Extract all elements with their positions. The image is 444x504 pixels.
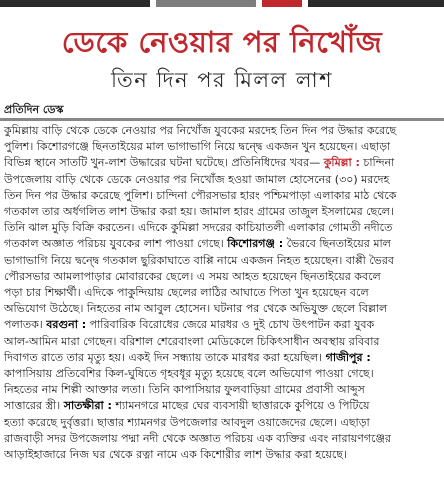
location-label: কুমিল্লা :: [323, 156, 360, 170]
body-text-run: আল-আমিন মারা গেছেন। বরিশাল শেরেবাংলা মেডিকেলে চিকিৎসাধীন অবস্থায় রবিবার: [4, 334, 380, 348]
body-text-run: নিহতের নাম শিল্পী আক্তার লতা। তিনি কাপাসিয়ার ফুলবাড়িয়া গ্রামের প্রবাসী আব্দুস: [4, 383, 365, 397]
body-text-run: বিভিন্ন স্থানে সাতটি খুন-লাশ উদ্ধারের ঘটনা ঘটেছে। প্রতিনিধিদের খবর—: [4, 156, 324, 170]
body-line: [4, 220, 440, 236]
article-body: [4, 123, 440, 501]
body-text-run: তিন দিন পর উদ্ধার করেছে পুলিশ। চান্দিনা পৌরসভার হারং পশ্চিমপাড়া এলাকার মাঠ থেকে: [4, 188, 397, 202]
body-line: [4, 398, 440, 414]
article-byline: প্রতিদিন ডেস্ক: [4, 103, 64, 116]
location-label: কিশোরগঞ্জ :: [227, 237, 284, 251]
body-text-run: হত্যা করেছে দুর্বৃত্তরা। ছাত্তার শ্যামনগর উপজেলার আবদুল ওয়াজেদের ছেলে। এছাড়া: [4, 415, 370, 429]
body-text-run: কাপাসিয়ায় প্রতিবেশির কিল-ঘুষিতে গৃহবধূর মৃত্যু হয়েছে বলে অভিযোগ পাওয়া গেছে।: [4, 367, 374, 381]
body-line: [4, 172, 440, 188]
body-text-run: দিবাগত রাতে তার মৃত্যু হয়। একই দিন সন্ধ্যায় তাকে মারধর করা হয়েছিল।: [4, 350, 326, 364]
body-text-run: পড়া চার শিক্ষার্থী। এদিকে পাকুন্দিয়ায় ছেলের লাঠির আঘাতে পিতা খুন হয়েছেন বলে: [4, 286, 369, 300]
article-headline: ডেকে নেওয়ার পর নিখোঁজ: [61, 25, 383, 59]
body-line: [4, 301, 440, 317]
body-text-run: শ্যামনগরে মাছের ঘের ব্যবসায়ী ছাত্তারকে কুপিয়ে ও পিটিয়ে: [111, 399, 370, 413]
body-text-run: ভাগাভাগি নিয়ে দ্বন্দ্বে গতকাল ছুরিকাঘাতে বাপ্পি নামে একজন নিহত হয়েছেন। বাপ্পী ভৈরব: [4, 253, 395, 267]
body-line: [4, 334, 440, 350]
body-line: [4, 253, 440, 269]
body-line: [4, 139, 440, 155]
body-line: [4, 204, 440, 220]
body-line: [4, 431, 440, 447]
body-text-run: পারিবারিক বিরোধের জেরে মারধর ও দুই চোখ উৎপাটন করা যুবক: [86, 318, 375, 332]
body-text-run: পৌরসভার আমলাপাড়ার মোবারকের ছেলে। এ সময় আহত হয়েছেন ছিনতাইয়ের কবলে: [4, 269, 381, 283]
body-line: [4, 269, 440, 285]
body-text-run: আড়াইহাজারে নিজ ঘর থেকে রত্না নামে এক কিশোরীর লাশ উদ্ধার করা হয়েছে।: [4, 448, 347, 462]
body-line: [4, 236, 440, 252]
body-text-run: অভিযোগ উঠেছে। নিহতের নাম আবুল হোসেন। ঘটনার পর থেকে অভিযুক্ত ছেলে বিল্লাল: [4, 302, 388, 316]
body-text-run: গতকাল অজ্ঞাত পরিচয় যুবকের লাশ পাওয়া গেছে।: [4, 237, 228, 251]
body-text-run: উপজেলায় বাড়ি থেকে ডেকে নেওয়ার পর নিখোঁজ হওয়া জামাল হোসেনের (৩০) মরদেহ: [4, 172, 390, 186]
byline-divider: [0, 118, 444, 121]
top-bar-segment: [308, 0, 444, 7]
body-text-run: ভৈরবে ছিনতাইয়ের মাল: [283, 237, 391, 251]
top-bar-segment: [156, 0, 256, 7]
location-label: সাতক্ষীরা :: [63, 399, 112, 413]
body-text-run: রাজবাড়ী সদর উপজেলায় পদ্মা নদী থেকে অজ্ঞাত পরিচয় এক ব্যক্তির এবং নারায়ণগঞ্জের: [4, 431, 391, 445]
body-line: [4, 317, 440, 333]
body-line: [4, 382, 440, 398]
body-text-run: কুমিল্লায় বাড়ি থেকে ডেকে নেওয়ার পর নিখোঁজ যুবকের মরদেহ তিন দিন পর উদ্ধার করেছে: [4, 124, 397, 137]
body-text-run: সাত্তারের স্ত্রী।: [4, 399, 64, 413]
body-text-run: পলাতক।: [4, 318, 47, 332]
article-subheadline: তিন দিন পর মিলল লাশ: [110, 68, 333, 92]
body-line: [4, 415, 440, 431]
top-color-bar: [0, 0, 444, 7]
body-text-run: গতকাল তার অর্ধগলিত লাশ উদ্ধার করা হয়। জামাল হারং গ্রামের তাজুল ইসলামের ছেলে।: [4, 205, 394, 219]
body-text-run: তিনি ঝাল মুড়ি বিক্রি করতেন। এদিকে কুমিল্লা সদরের কাচিয়াতলী এলাকার গোমতী নদীতে: [4, 221, 393, 235]
top-bar-segment: [0, 0, 150, 7]
location-label: বরগুনা :: [46, 318, 87, 332]
body-line: [4, 366, 440, 382]
top-bar-segment: [262, 0, 302, 7]
body-line: [4, 350, 440, 366]
body-line: [4, 155, 440, 171]
location-label: গাজীপুর :: [325, 350, 371, 364]
body-line: [4, 447, 440, 463]
body-text-run: পুলিশ। কিশোরগঞ্জে ছিনতাইয়ের মাল ভাগাভাগি নিয়ে দ্বন্দ্বে একজন খুন হয়েছেন। এছাড়া: [4, 140, 391, 154]
body-line: [4, 285, 440, 301]
body-text-run: চান্দিনা: [359, 156, 395, 170]
body-line: [4, 188, 440, 204]
body-line: [4, 123, 440, 139]
